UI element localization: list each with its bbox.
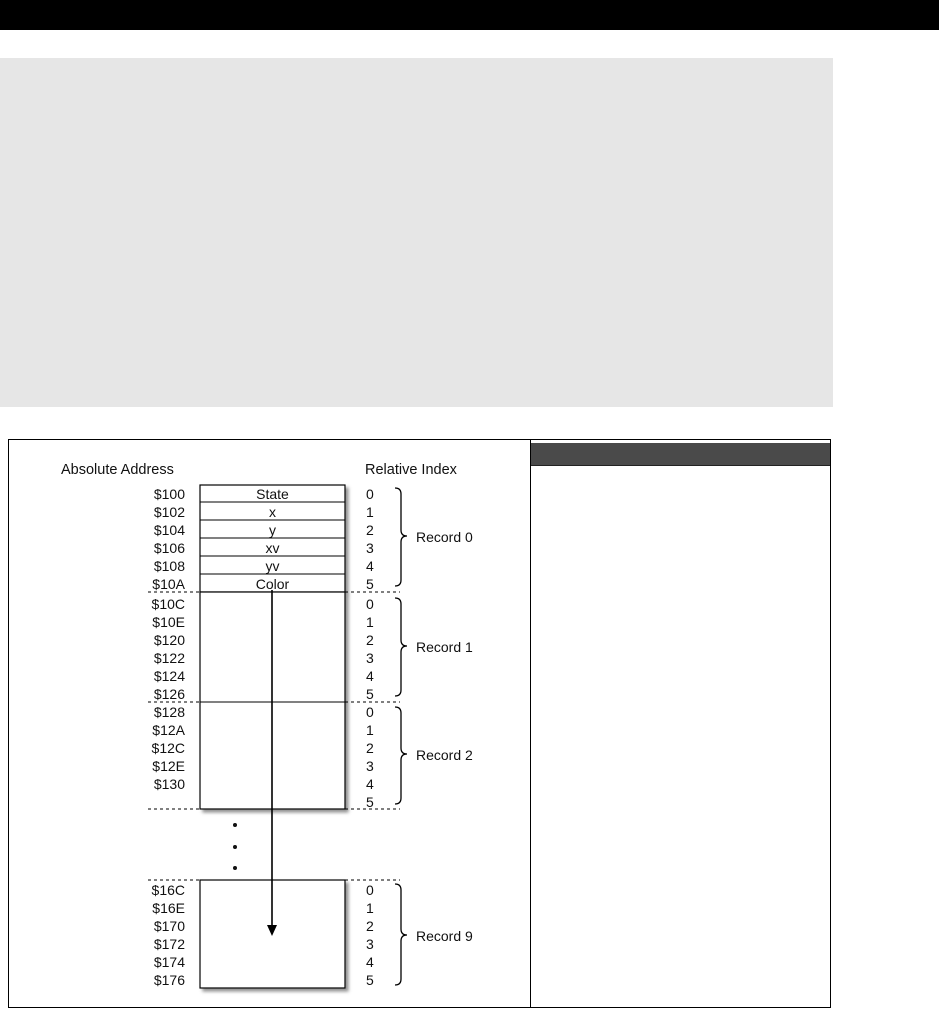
field-color: Color bbox=[255, 576, 290, 592]
address-label: $10C bbox=[151, 596, 185, 612]
address-label: $130 bbox=[153, 776, 185, 792]
address-label: $10A bbox=[152, 576, 185, 592]
relative-index: 4 bbox=[366, 558, 374, 574]
address-label: $124 bbox=[153, 668, 185, 684]
relative-index: 5 bbox=[366, 576, 374, 592]
field-yv: yv bbox=[265, 558, 280, 574]
field-xv: xv bbox=[265, 540, 280, 556]
address-label: $100 bbox=[153, 486, 185, 502]
address-label: $12E bbox=[152, 758, 185, 774]
relative-index: 2 bbox=[366, 632, 374, 648]
address-label: $174 bbox=[153, 954, 185, 970]
relative-index: 5 bbox=[366, 686, 374, 702]
relative-index: 3 bbox=[366, 758, 374, 774]
relative-index: 0 bbox=[366, 704, 374, 720]
address-label: $104 bbox=[153, 522, 185, 538]
address-label: $172 bbox=[153, 936, 185, 952]
address-label: $120 bbox=[153, 632, 185, 648]
record-1-label: Record 1 bbox=[416, 639, 473, 655]
address-label: $12C bbox=[151, 740, 185, 756]
relative-index: 5 bbox=[366, 972, 374, 988]
ellipsis-dot bbox=[233, 845, 237, 849]
relative-index: 3 bbox=[366, 650, 374, 666]
relative-index: 4 bbox=[366, 668, 374, 684]
address-label: $128 bbox=[153, 704, 185, 720]
ellipsis-dot bbox=[233, 823, 237, 827]
relative-index: 3 bbox=[366, 540, 374, 556]
relative-index: 0 bbox=[366, 882, 374, 898]
relative-index: 3 bbox=[366, 936, 374, 952]
address-label: $16E bbox=[152, 900, 185, 916]
address-label: $122 bbox=[153, 650, 185, 666]
relative-index: 4 bbox=[366, 954, 374, 970]
field-state: State bbox=[256, 486, 289, 502]
relative-index: 1 bbox=[366, 900, 374, 916]
address-label: $12A bbox=[152, 722, 185, 738]
relative-index: 5 bbox=[366, 794, 374, 810]
absolute-address-header: Absolute Address bbox=[61, 462, 174, 478]
address-label: $102 bbox=[153, 504, 185, 520]
address-label: $108 bbox=[153, 558, 185, 574]
relative-index: 4 bbox=[366, 776, 374, 792]
record-2-label: Record 2 bbox=[416, 747, 473, 763]
field-x: x bbox=[269, 504, 276, 520]
relative-index: 2 bbox=[366, 740, 374, 756]
address-label: $126 bbox=[153, 686, 185, 702]
relative-index: 1 bbox=[366, 722, 374, 738]
relative-index: 0 bbox=[366, 486, 374, 502]
record-braces bbox=[395, 488, 407, 985]
address-label: $106 bbox=[153, 540, 185, 556]
address-label: $176 bbox=[153, 972, 185, 988]
field-y: y bbox=[269, 522, 276, 538]
address-label: $16C bbox=[151, 882, 185, 898]
relative-index: 2 bbox=[366, 522, 374, 538]
relative-index: 1 bbox=[366, 614, 374, 630]
relative-index-header: Relative Index bbox=[365, 462, 457, 478]
relative-index: 2 bbox=[366, 918, 374, 934]
relative-index: 0 bbox=[366, 596, 374, 612]
record-9-label: Record 9 bbox=[416, 928, 473, 944]
address-label: $10E bbox=[152, 614, 185, 630]
address-label: $170 bbox=[153, 918, 185, 934]
ellipsis-dot bbox=[233, 866, 237, 870]
record-0-label: Record 0 bbox=[416, 529, 473, 545]
relative-index: 1 bbox=[366, 504, 374, 520]
